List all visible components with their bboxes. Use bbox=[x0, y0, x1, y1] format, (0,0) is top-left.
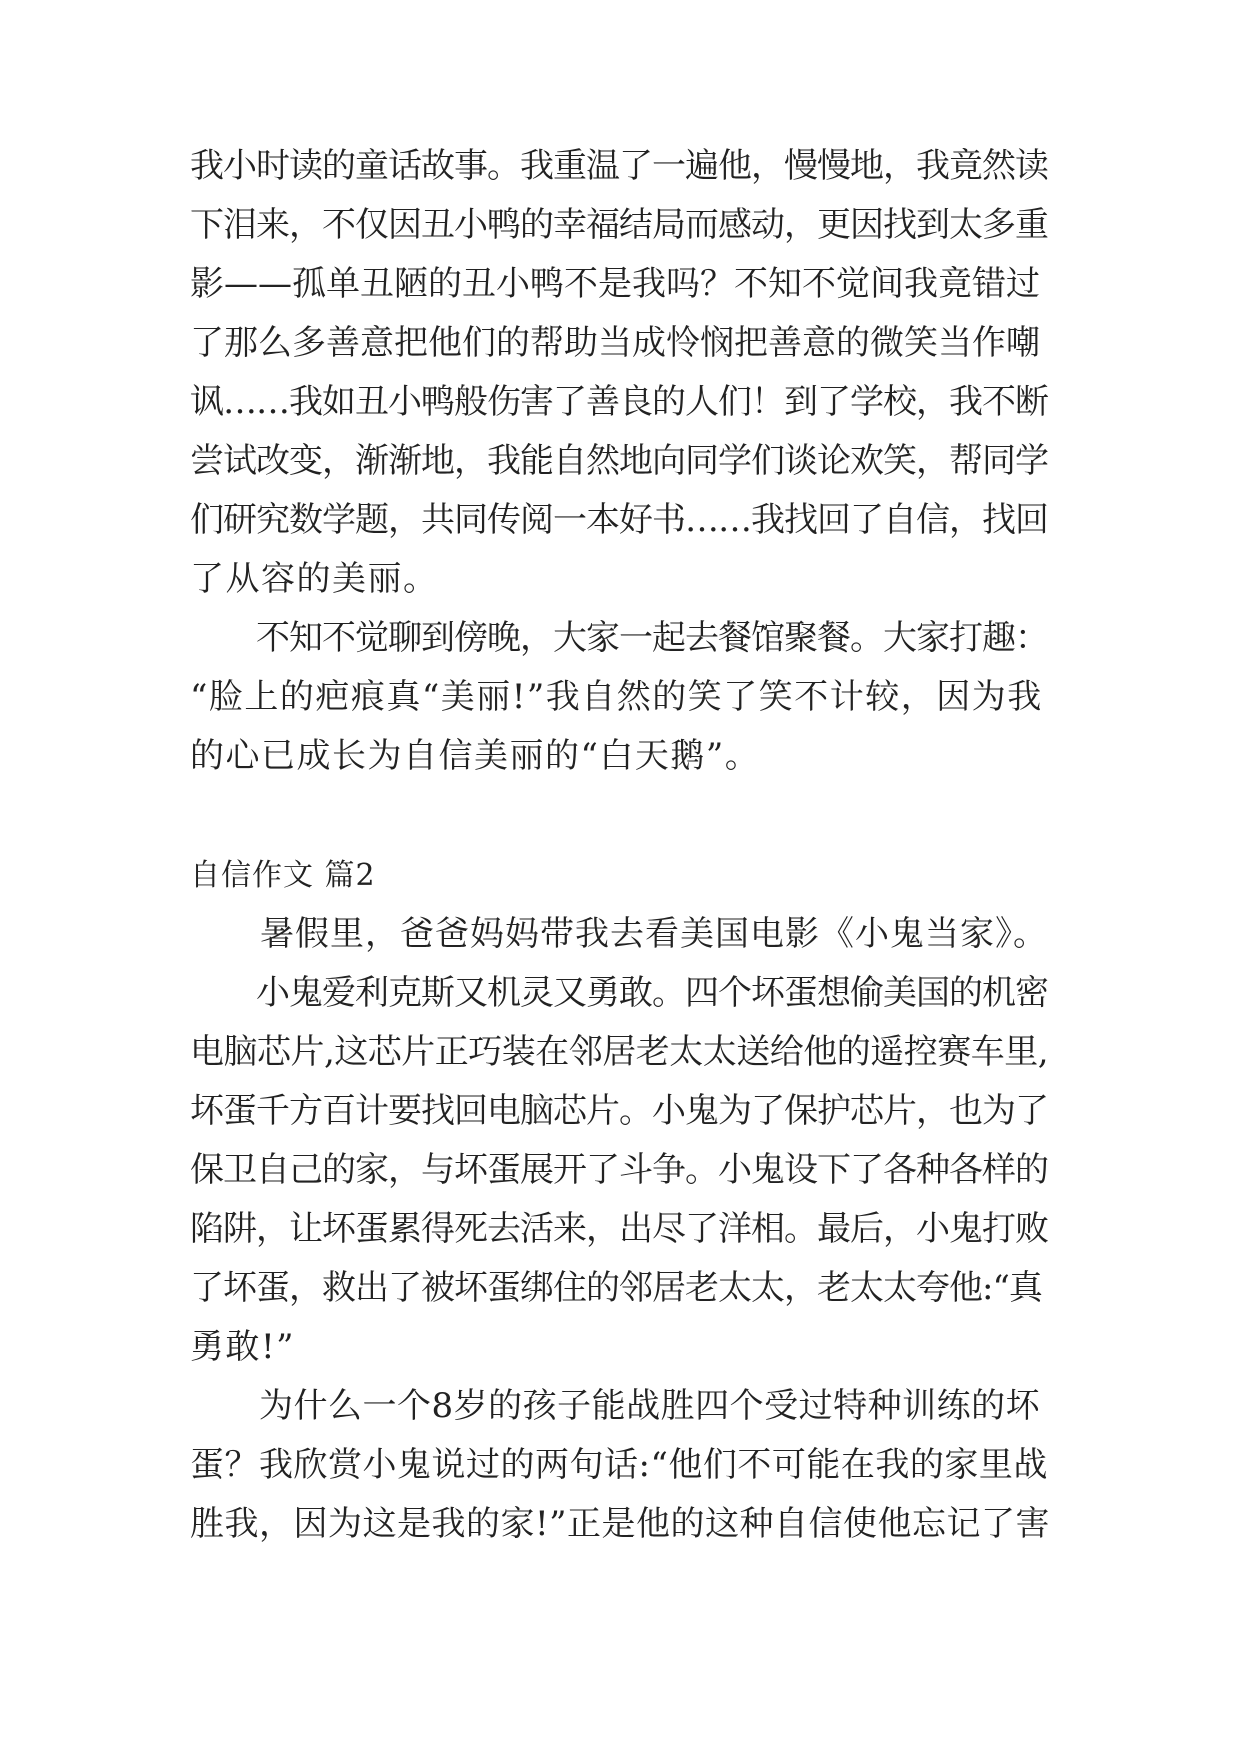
essay1-line-2: 下泪来，不仅因丑小鸭的幸福结局而感动，更因找到太多重 bbox=[190, 205, 1048, 245]
essay2-heading: 自信作文 篇2 bbox=[190, 858, 376, 893]
essay1-line-4: 了那么多善意把他们的帮助当成怜悯把善意的微笑当作嘲 bbox=[190, 323, 1040, 363]
essay2-line-2: 小鬼爱利克斯又机灵又勇敢。四个坏蛋想偷美国的机密 bbox=[190, 973, 1048, 1013]
essay1-line-5: 讽……我如丑小鸭般伤害了善良的人们！到了学校，我不断 bbox=[190, 382, 1048, 422]
essay1-line-8: 了从容的美丽。 bbox=[190, 559, 439, 599]
essay2-line-11: 胜我，因为这是我的家!”正是他的这种自信使他忘记了害 bbox=[190, 1504, 1051, 1544]
essay1-line-6: 尝试改变，渐渐地，我能自然地向同学们谈论欢笑，帮同学 bbox=[190, 441, 1048, 481]
essay1-line-9: 不知不觉聊到傍晚，大家一起去餐馆聚餐。大家打趣： bbox=[190, 618, 1048, 658]
essay2-line-6: 陷阱，让坏蛋累得死去活来，出尽了洋相。最后，小鬼打败 bbox=[190, 1209, 1048, 1249]
essay2-line-3: 电脑芯片,这芯片正巧装在邻居老太太送给他的遥控赛车里, bbox=[190, 1032, 1049, 1072]
essay2-line-7: 了坏蛋，救出了被坏蛋绑住的邻居老太太，老太太夸他:“真 bbox=[190, 1268, 1042, 1308]
essay2-line-4: 坏蛋千方百计要找回电脑芯片。小鬼为了保护芯片，也为了 bbox=[190, 1091, 1048, 1131]
essay2-line-8: 勇敢!” bbox=[190, 1327, 296, 1367]
essay1-line-1: 我小时读的童话故事。我重温了一遍他，慢慢地，我竟然读 bbox=[190, 146, 1048, 186]
essay1-line-3: 影——孤单丑陋的丑小鸭不是我吗？不知不觉间我竟错过 bbox=[190, 264, 1040, 304]
essay1-line-10: “脸上的疤痕真“美丽!”我自然的笑了笑不计较，因为我 bbox=[190, 677, 1043, 717]
essay2-line-5: 保卫自己的家，与坏蛋展开了斗争。小鬼设下了各种各样的 bbox=[190, 1150, 1048, 1190]
essay2-line-10: 蛋？我欣赏小鬼说过的两句话:“他们不可能在我的家里战 bbox=[190, 1445, 1048, 1485]
essay1-line-7: 们研究数学题，共同传阅一本好书……我找回了自信，找回 bbox=[190, 500, 1048, 540]
essay1-line-11: 的心已成长为自信美丽的“白天鹅”。 bbox=[190, 736, 761, 776]
essay2-line-9: 为什么一个8岁的孩子能战胜四个受过特种训练的坏 bbox=[190, 1386, 1041, 1426]
essay2-line-1: 暑假里，爸爸妈妈带我去看美国电影《小鬼当家》。 bbox=[190, 914, 1048, 954]
